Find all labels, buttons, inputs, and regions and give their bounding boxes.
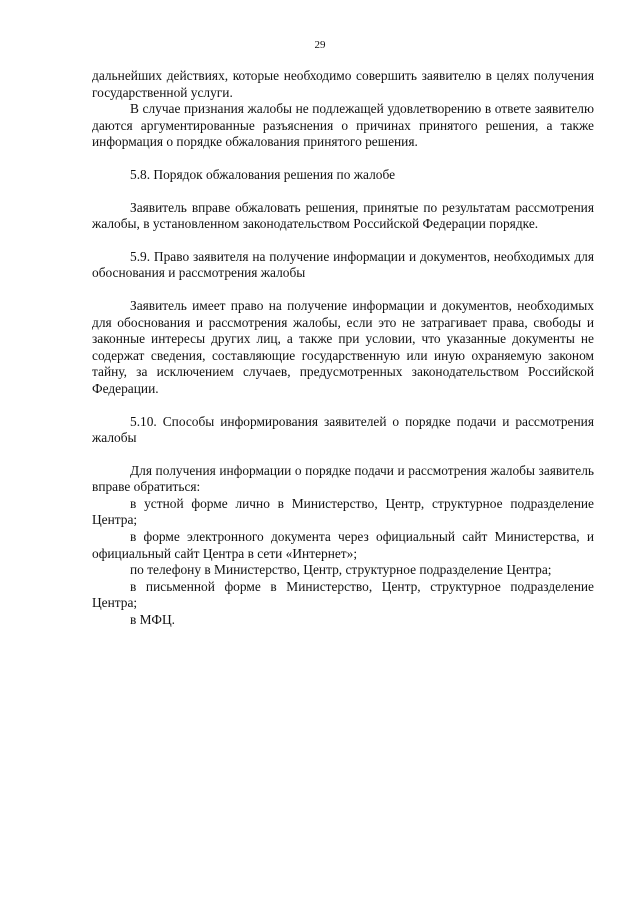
list-item-telephone: по телефону в Министерство, Центр, структурное подразделение Центра; — [130, 562, 552, 578]
paragraph-how-to-apply: Для получения информации о порядке подачи и рассмотрения жалобы заявитель вправе обратиться: — [92, 462, 594, 495]
paragraph-continuation: дальнейших действиях, которые необходимо совершить заявителю в целях получения государственной услуги. — [92, 68, 594, 100]
list-item-oral-form: в устной форме лично в Министерство, Центр, структурное подразделение Центра; — [92, 495, 594, 528]
section-heading-5-8: 5.8. Порядок обжалования решения по жалобе — [130, 166, 396, 182]
list-item-electronic-form: в форме электронного документа через официальный сайт Министерства, и официальный сайт Центра в сети «Интернет»; — [92, 529, 594, 561]
section-heading-5-9: 5.9. Право заявителя на получение информации и документов, необходимых для обоснования и рассмотрения жалобы — [92, 248, 594, 281]
list-item-written-form: в письменной форме в Министерство, Центр, структурное подразделение Центра; — [92, 578, 594, 611]
paragraph-right-to-information: Заявитель имеет право на получение информации и документов, необходимых для обоснования и рассмотрения жалобы, если это не затрагивает права, свободы и законные интересы других лиц, а также при условии, что указанные документы не содержат сведения, составляющие государственную или иную охраняемую законом тайну, за исключением случаев, предусмотренных законодательством Российской Федерации. — [92, 297, 594, 396]
list-item-mfc: в МФЦ. — [130, 612, 175, 628]
section-heading-5-10: 5.10. Способы информирования заявителей о порядке подачи и рассмотрения жалобы — [92, 413, 594, 446]
paragraph-appeal-decision: Заявитель вправе обжаловать решения, принятые по результатам рассмотрения жалобы, в установленном законодательством Российской Федерации порядке. — [92, 199, 594, 232]
paragraph-refusal-explanation: В случае признания жалобы не подлежащей удовлетворению в ответе заявителю даются аргументированные разъяснения о причинах принятого решения, а также информация о порядке обжалования принятого решения. — [92, 101, 594, 150]
page-number: 29 — [314, 39, 326, 51]
document-body — [92, 68, 594, 629]
